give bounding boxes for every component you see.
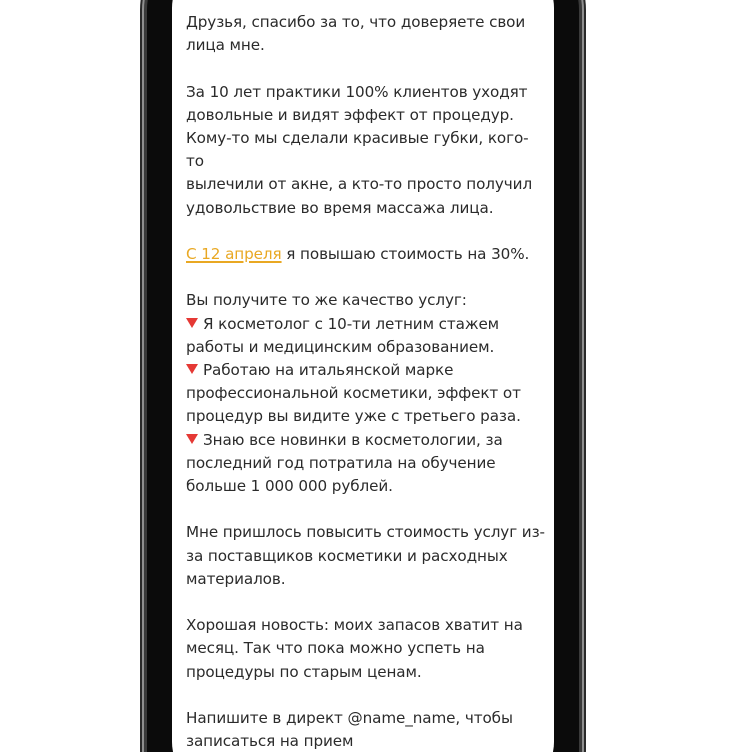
paragraph-quality [186,289,546,498]
bullet-text: Знаю все новинки в косметологии, за последний год потратила на обучение больше 1 000 000 рублей. [186,430,503,496]
red-down-triangle-icon [186,318,198,328]
paragraph-reason: Мне пришлось повысить стоимость услуг из- за поставщиков косметики и расходных материалов. [186,523,545,588]
paragraph-thanks: Друзья, спасибо за то, что доверяете свои лица мне. [186,13,526,55]
red-down-triangle-icon [186,434,198,444]
price-increase-text: я повышаю стоимость на 30%. [281,245,530,263]
bullet-item [186,359,546,429]
red-down-triangle-icon [186,364,198,374]
paragraph-good-news: Хорошая новость: моих запасов хватит на месяц. Так что пока можно успеть на процедуры по старым ценам. [186,616,523,681]
bullet-text: Я косметолог с 10-ти летним стажем работы и медицинским образованием. [186,314,500,356]
paragraph-experience: За 10 лет практики 100% клиентов уходят довольные и видят эффект от процедур. Кому-то мы сделали красивые губки, кого-то вылечили от акне, а кто-то просто получил удовольствие во время массажа лица. [186,82,533,217]
bullet-item [186,429,546,499]
volume-up-button [140,118,146,182]
paragraph-price-increase [186,243,546,266]
date-link[interactable]: С 12 апреля [186,245,282,263]
mute-switch [140,58,146,88]
post-text [186,11,546,752]
volume-down-button [140,200,146,264]
quality-heading: Вы получите то же качество услуг: [186,291,467,310]
bullet-item [186,313,546,359]
paragraph-call-to-action: Напишите в директ @name_name, чтобы записаться на прием [186,709,513,751]
bullet-text: Работаю на итальянской марке профессиональной косметики, эффект от процедур вы видите уже с третьего раза. [186,361,521,426]
phone-screen [172,0,554,752]
